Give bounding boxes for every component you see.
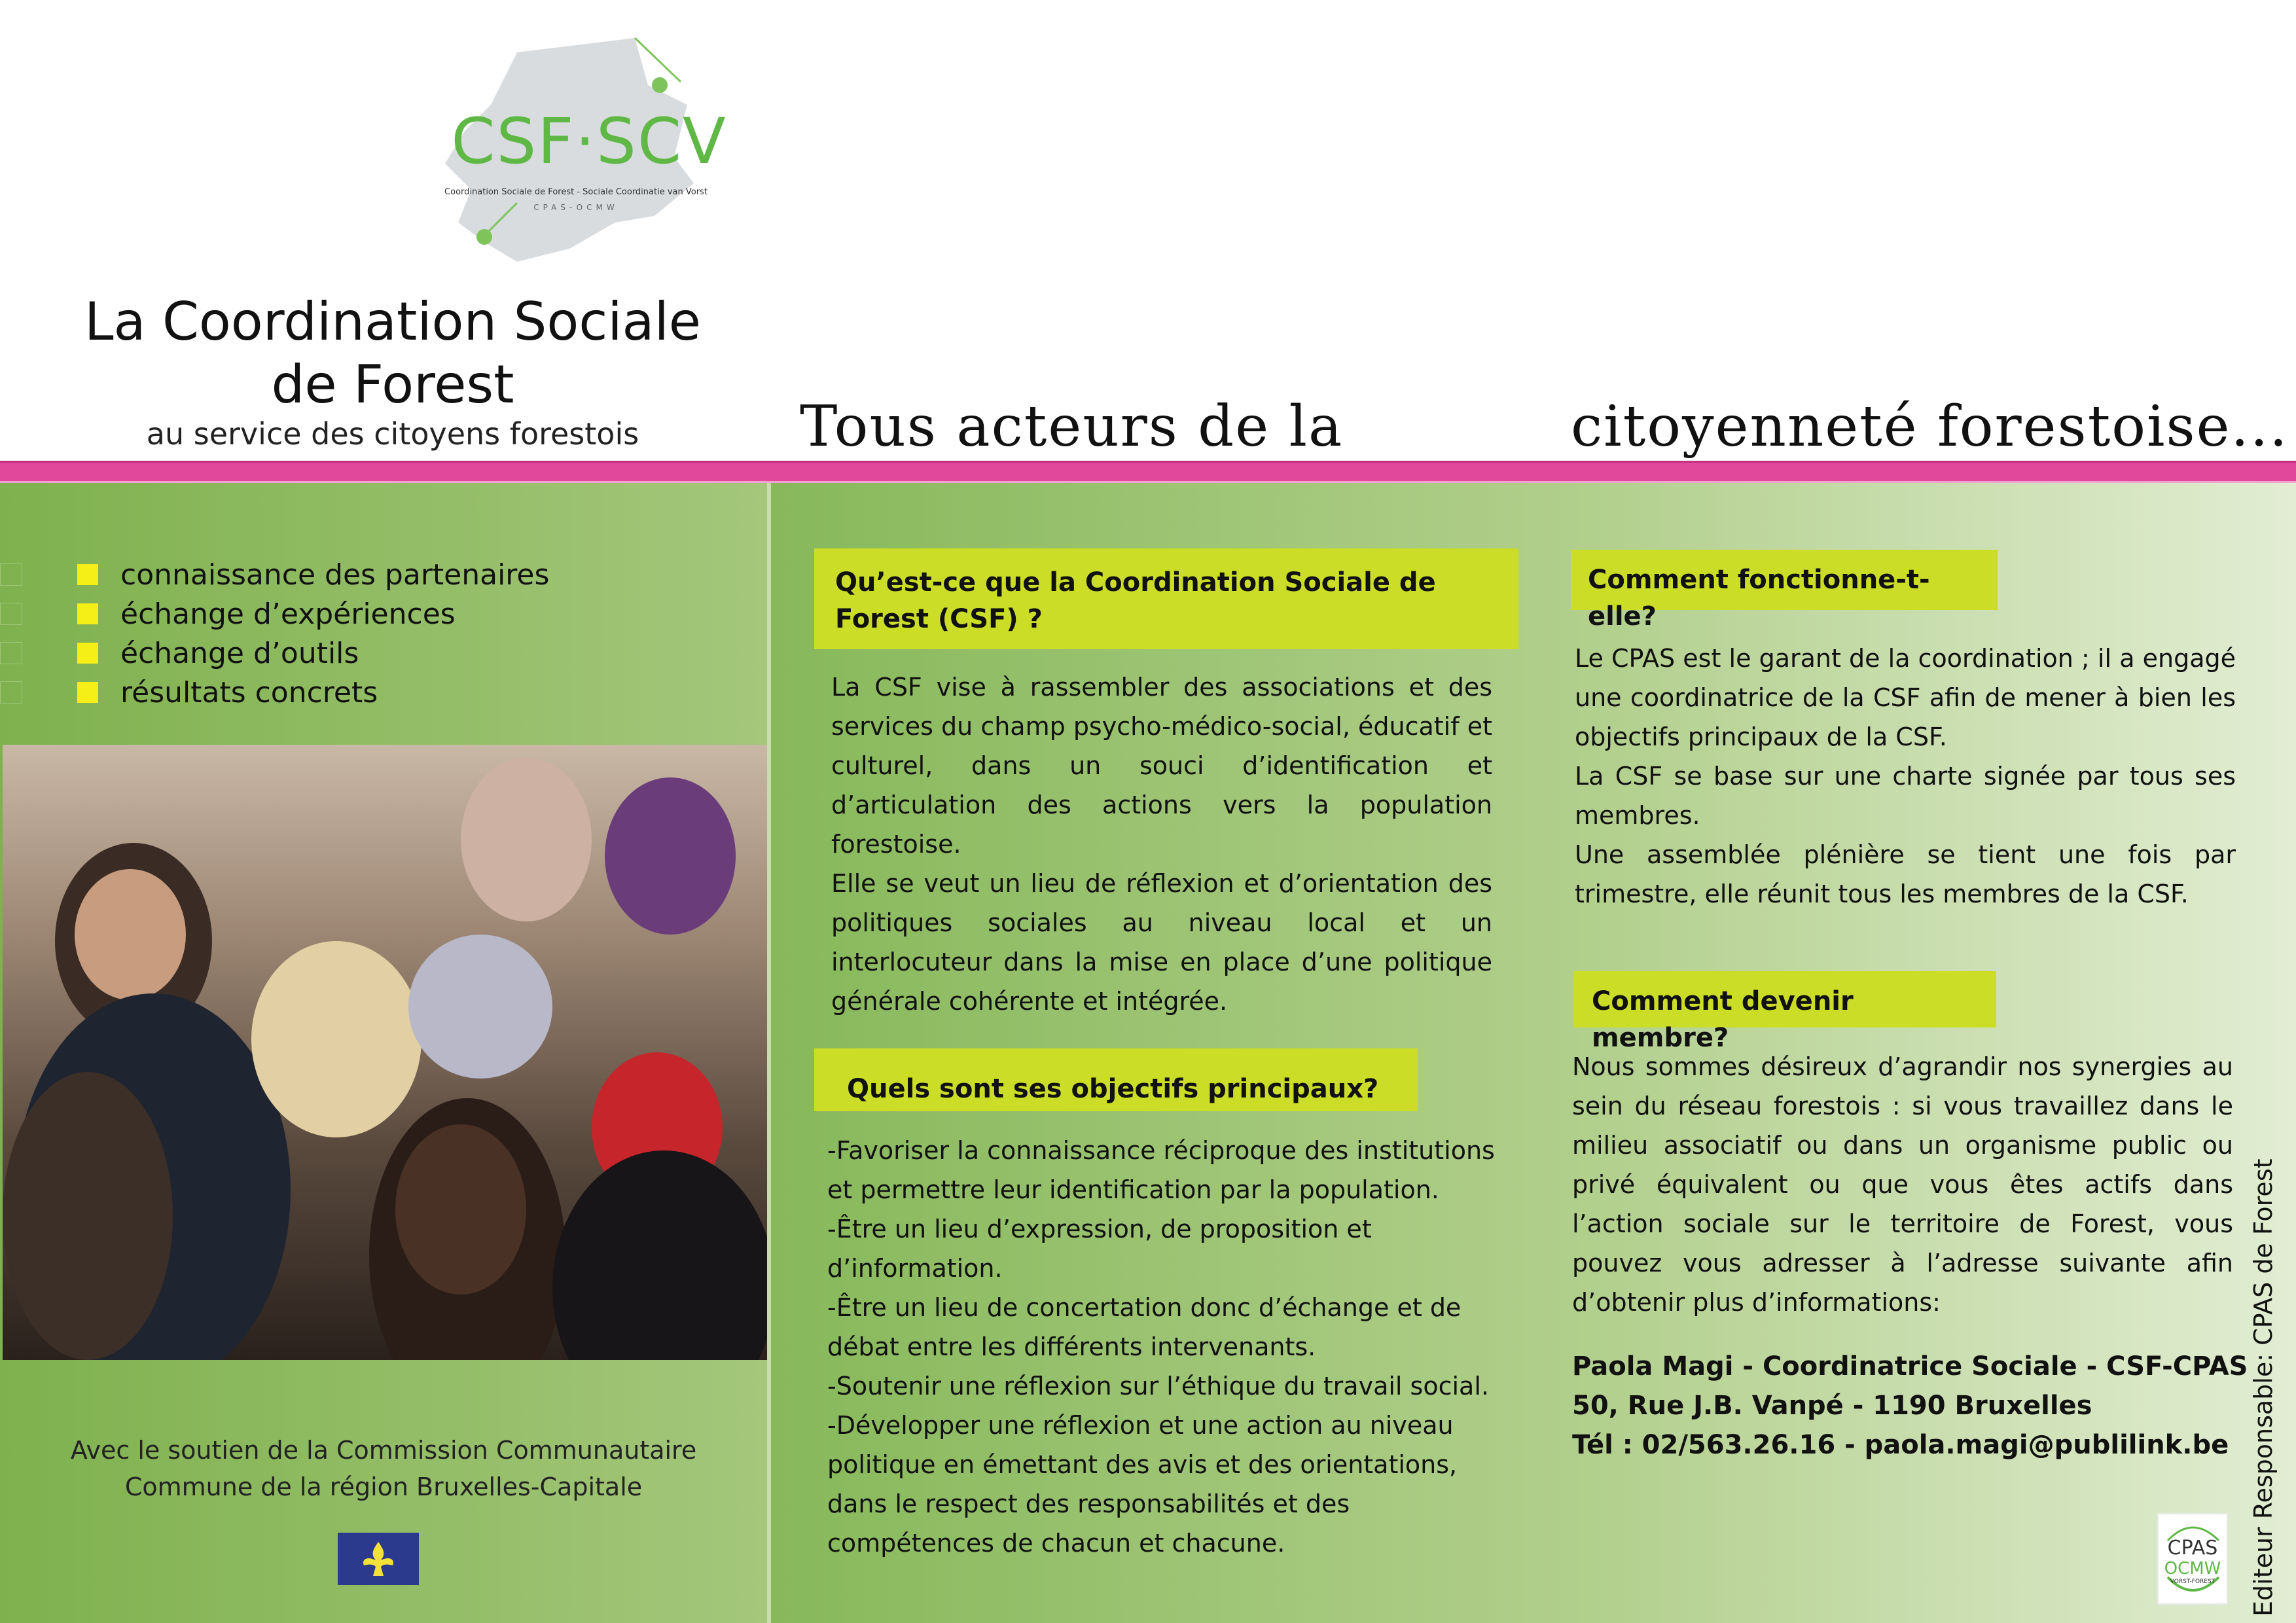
support-line2: Commune de la région Bruxelles-Capitale [124,1472,643,1501]
list-item: -Être un lieu de concertation donc d’échange et de débat entre les différents intervenants. [827,1293,1462,1361]
paragraph: Une assemblée plénière se tient une fois par trimestre, elle réunit tous les membres de la CSF. [1575,840,2236,908]
brussels-flag-icon [338,1533,419,1585]
cpas-logo-bottom: VORST-FOREST [2170,1578,2215,1585]
question-objectives: Quels sont ses objectifs principaux? [847,1074,1379,1104]
ghost-square-icon [0,642,22,664]
question-become-member: Comment devenir membre? [1592,986,1854,1053]
csf-description: La CSF vise à rassembler des associations et des services du champ psycho-médico-social, éducatif et culturel, dans un souci d’identification et d’articulation des actions vers la population forestoise. [831,673,1492,859]
csf-logo [419,26,733,288]
question-how-it-works: Comment fonctionne-t-elle? [1588,565,1930,632]
csf-role: Elle se veut un lieu de réflexion et d’orientation des politiques sociales au niveau local et un interlocuteur dans la mise en place d’une politique générale cohérente et intégrée. [831,869,1492,1016]
list-item [98,673,549,712]
list-item [98,555,549,594]
list-item [98,594,549,633]
logo-tagline: CPAS-OCMW [533,203,619,212]
ghost-square-icon [0,681,22,704]
logo-subtitle: Coordination Sociale de Forest - Sociale Coordinatie van Vorst [444,187,708,197]
main-subtitle: au service des citoyens forestois [146,416,639,452]
objectives-list [827,1131,1504,1563]
main-title-line2: de Forest [271,354,514,415]
ghost-square-icon [0,603,22,625]
yellow-square-icon [77,682,98,703]
slogan-right: citoyenneté forestoise... [1571,394,2289,459]
ghost-square-icon [0,563,22,586]
bullet-text: échange d’outils [120,636,359,670]
pink-divider-band [0,461,2296,483]
yellow-square-icon [77,603,98,624]
bullet-text: connaissance des partenaires [120,558,550,592]
contact-block [1572,1347,2253,1465]
contact-phone-email[interactable]: Tél : 02/563.26.16 - paola.magi@publilink.be [1572,1430,2229,1460]
become-member-text: Nous sommes désireux d’agrandir nos synergies au sein du réseau forestois : si vous travaillez dans le milieu associatif ou dans un organisme public ou privé équivalent ou que vous êtes actifs dans l’action sociale sur le territoire de Forest, vous pouvez vous adresser à l’adresse suivante afin d’obtenir plus d’informations: [1572,1052,2233,1317]
list-item: -Favoriser la connaissance réciproque des institutions et permettre leur identification par la population. [827,1136,1495,1204]
question-what-is-csf: Qu’est-ce que la Coordination Sociale de Forest (CSF) ? [835,567,1436,634]
list-item: -Être un lieu d’expression, de proposition et d’information. [827,1215,1372,1283]
cpas-logo-middle: OCMW [2164,1559,2221,1578]
cpas-logo [2157,1513,2228,1605]
main-title-line1: La Coordination Sociale [84,291,702,352]
crowd-photo [3,745,767,1360]
list-item: -Soutenir une réflexion sur l’éthique du travail social. [827,1372,1489,1400]
yellow-square-icon [77,643,98,664]
bullet-text: résultats concrets [120,675,378,709]
list-item [98,633,549,673]
yellow-square-icon [77,564,98,585]
paragraph: La CSF se base sur une charte signée par tous ses membres. [1575,762,2236,830]
contact-address: 50, Rue J.B. Vanpé - 1190 Bruxelles [1572,1391,2092,1421]
contact-name: Paola Magi - Coordinatrice Sociale - CSF-CPAS [1572,1351,2248,1382]
iris-flower-icon [338,1533,419,1585]
cpas-logo-top: CPAS [2167,1537,2218,1560]
editor-responsible: Editeur Responsable: CPAS de Forest [2249,1158,2278,1616]
slogan-left: Tous acteurs de la [800,394,1344,459]
list-item: -Développer une réflexion et une action au niveau politique en émettant des avis et des orientations, dans le respect des responsabilités et des compétences de chacun et chacune. [827,1411,1458,1558]
support-line1: Avec le soutien de la Commission Communautaire [70,1436,697,1465]
how-it-works-text [1575,639,2236,914]
logo-name: CSF·SCV [451,105,727,178]
bullet-text: échange d’expériences [120,597,456,631]
bullet-list [98,555,549,712]
support-text [0,1432,767,1505]
paragraph: Le CPAS est le garant de la coordination ; il a engagé une coordinatrice de la CSF afin de mener à bien les objectifs principaux de la CSF. [1575,644,2236,751]
